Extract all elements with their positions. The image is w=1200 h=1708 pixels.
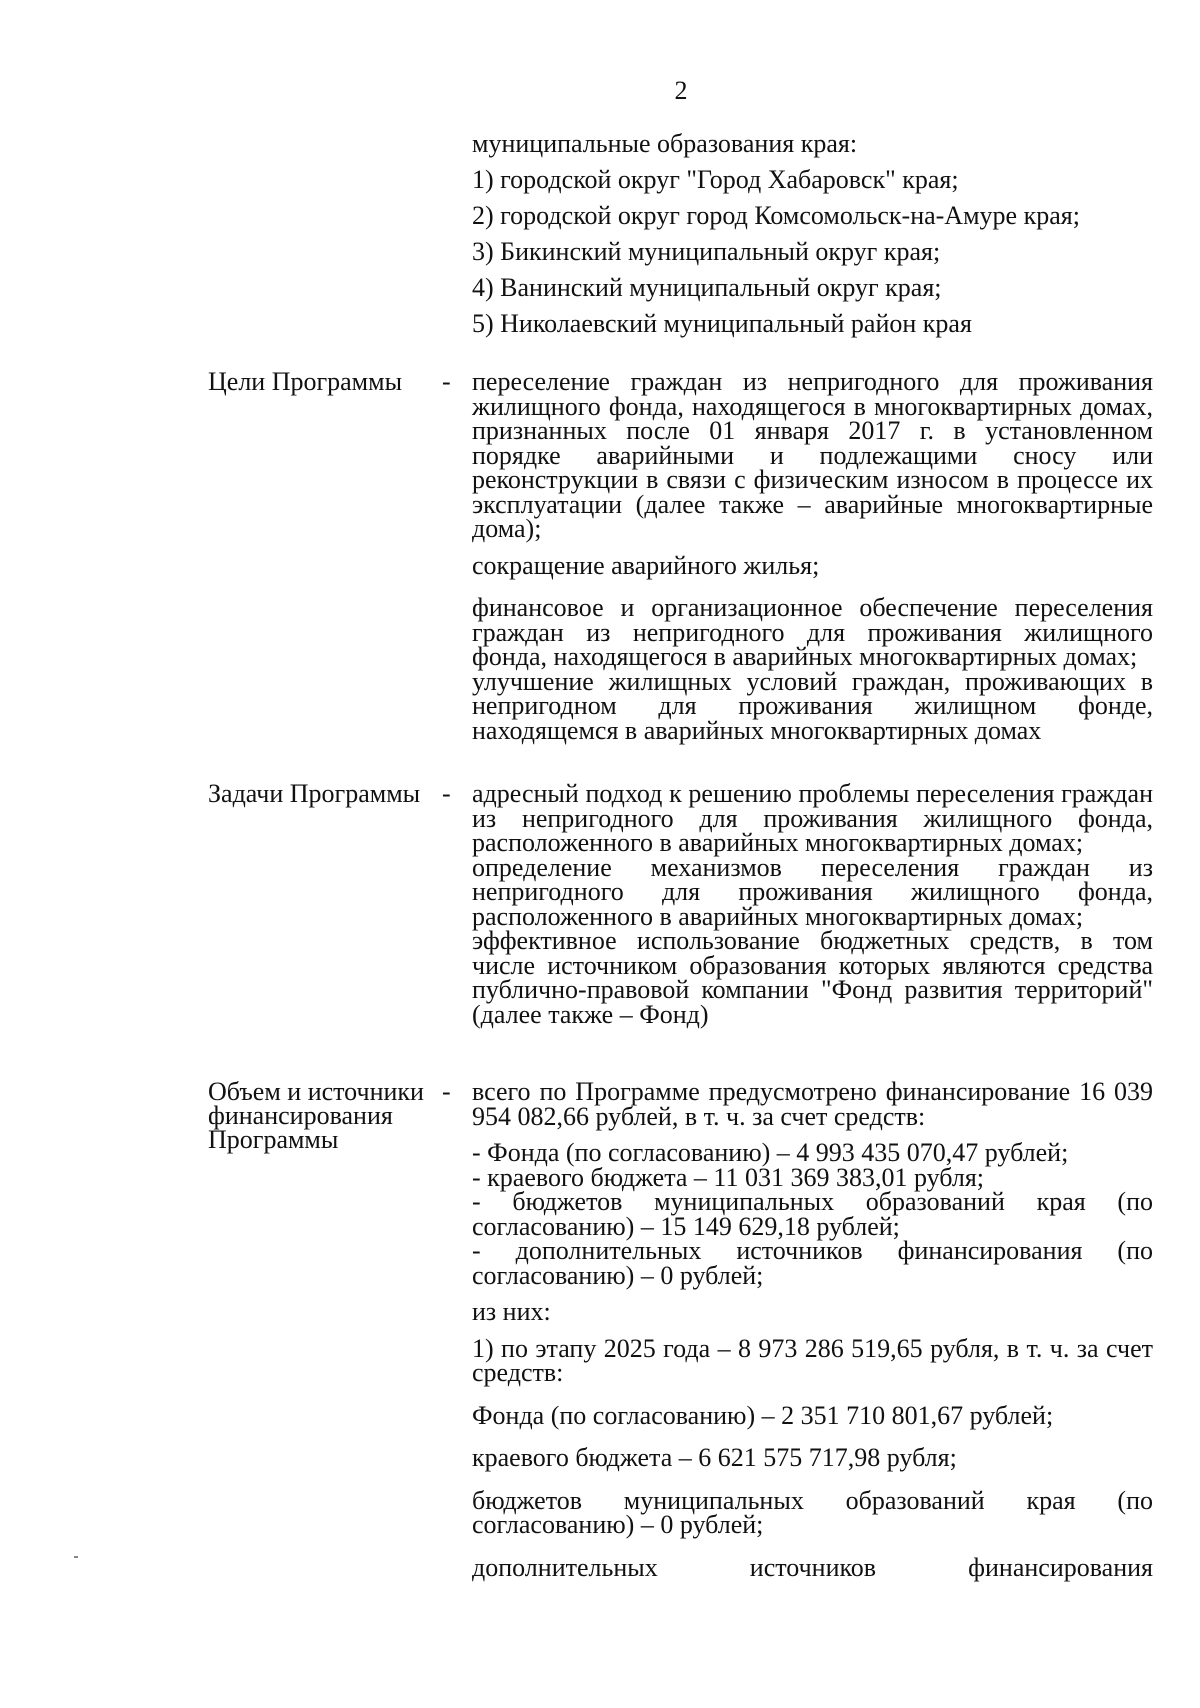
funding-label: Объем и источники финансирования Программы — [208, 1077, 424, 1154]
funding-paragraph: краевого бюджета – 6 621 575 717,98 рубля; — [472, 1443, 957, 1472]
goals-paragraph: финансовое и организационное обеспечение переселения граждан из непригодного для проживания жилищного фонда, находящегося в аварийных многоквартирных домах; — [472, 593, 1153, 671]
goals-paragraph: сокращение аварийного жилья; — [472, 550, 820, 580]
municipality-item: 5) Николаевский муниципальный район края — [472, 309, 972, 338]
funding-paragraph: - краевого бюджета – 11 031 369 383,01 рубля; — [472, 1162, 985, 1192]
municipalities-heading: муниципальные образования края: — [472, 129, 858, 158]
goals-paragraph: переселение граждан из непригодного для проживания жилищного фонда, находящегося в многоквартирных домах, признанных после 01 января 2017 г. в установленном порядке аварийными и подлежащими сносу или реконструкции в связи с физическим износом в процессе их эксплуатации (далее также – аварийные многоквартирные дома); — [472, 367, 1153, 543]
page-number: 2 — [674, 76, 688, 105]
scan-artifact — [74, 1556, 78, 1558]
municipality-item: 1) городской округ "Город Хабаровск" края; — [472, 165, 959, 194]
goals-content — [472, 367, 1153, 745]
funding-paragraph: из них: — [472, 1297, 551, 1326]
municipality-item: 2) городской округ город Комсомольск-на-Амуре края; — [472, 201, 1080, 230]
funding-paragraph: - Фонда (по согласованию) – 4 993 435 070,47 рублей; — [472, 1138, 1069, 1167]
funding-paragraph: - бюджетов муниципальных образований края (по согласованию) – 15 149 629,18 рублей; — [472, 1187, 1153, 1241]
funding-paragraph: Фонда (по согласованию) – 2 351 710 801,67 рублей; — [472, 1400, 1054, 1430]
funding-paragraph: дополнительных источников финансирования — [472, 1552, 1153, 1582]
funding-dash: - — [442, 1077, 451, 1106]
municipalities-list — [472, 126, 1152, 342]
funding-paragraph: 1) по этапу 2025 года – 8 973 286 519,65 рубля, в т. ч. за счет средств: — [472, 1333, 1153, 1387]
tasks-content — [472, 779, 1153, 1029]
funding-paragraph: бюджетов муниципальных образований края (по согласованию) – 0 рублей; — [472, 1485, 1153, 1539]
funding-paragraph: - дополнительных источников финансирования (по согласованию) – 0 рублей; — [472, 1236, 1153, 1290]
tasks-label: Задачи Программы — [208, 779, 421, 808]
municipality-item: 4) Ванинский муниципальный округ края; — [472, 273, 942, 302]
municipality-item: 3) Бикинский муниципальный округ края; — [472, 237, 941, 266]
goals-dash: - — [442, 367, 451, 396]
tasks-paragraph: эффективное использование бюджетных средств, в том числе источником образования которых являются средства публично-правовой компании "Фонд развития территорий" (далее также – Фонд) — [472, 926, 1153, 1029]
tasks-dash: - — [442, 779, 451, 808]
funding-content — [472, 1077, 1153, 1582]
tasks-paragraph: определение механизмов переселения граждан из непригодного для проживания жилищного фонда, расположенного в аварийных многоквартирных домах; — [472, 852, 1153, 931]
goals-paragraph: улучшение жилищных условий граждан, проживающих в непригодном для проживания жилищном фонде, находящемся в аварийных многоквартирных домах — [472, 666, 1153, 745]
tasks-paragraph: адресный подход к решению проблемы переселения граждан из непригодного для проживания жилищного фонда, расположенного в аварийных многоквартирных домах; — [472, 779, 1153, 857]
funding-paragraph: всего по Программе предусмотрено финансирование 16 039 954 082,66 рублей, в т. ч. за счет средств: — [472, 1077, 1153, 1131]
goals-label: Цели Программы — [208, 367, 403, 396]
